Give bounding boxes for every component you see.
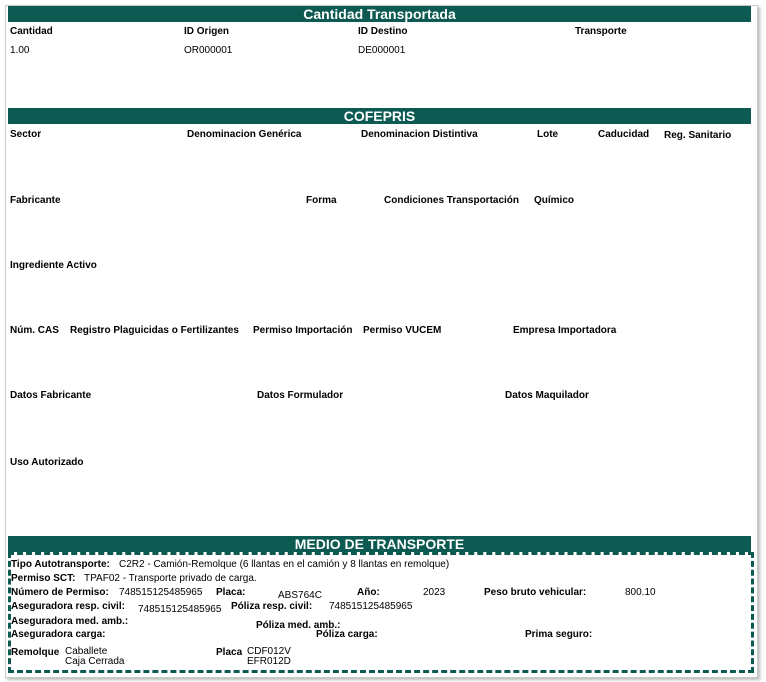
cofepris-reg-sanitario: Reg. Sanitario <box>664 130 732 141</box>
cofepris-lote: Lote <box>537 129 559 140</box>
value-cantidad: 1.00 <box>10 45 30 56</box>
poliza-civil-value: 748515125485965 <box>329 601 413 612</box>
section-title-cofepris: COFEPRIS <box>8 108 751 124</box>
cofepris-ingrediente-activo: Ingrediente Activo <box>10 260 97 271</box>
cofepris-forma: Forma <box>306 195 337 206</box>
anio-label: Año: <box>357 587 380 598</box>
cofepris-condiciones-transportacion: Condiciones Transportación <box>384 195 520 206</box>
peso-bruto-value: 800.10 <box>625 587 656 598</box>
cofepris-quimico: Químico <box>534 195 575 206</box>
aseguradora-med-amb-label: Aseguradora med. amb.: <box>11 616 129 627</box>
header-cantidad: Cantidad <box>10 26 53 37</box>
cofepris-permiso-vucem: Permiso VUCEM <box>363 325 442 336</box>
aseguradora-carga-label: Aseguradora carga: <box>11 629 106 640</box>
tipo-autotransporte-value: C2R2 - Camión-Remolque (6 llantas en el camión y 8 llantas en remolque) <box>119 559 450 570</box>
remolque-value-2: Caja Cerrada <box>65 656 125 667</box>
cofepris-denominacion-generica: Denominacion Genérica <box>187 129 302 140</box>
cofepris-datos-fabricante: Datos Fabricante <box>10 390 92 401</box>
cofepris-empresa-importadora: Empresa Importadora <box>513 325 617 336</box>
value-id-origen: OR000001 <box>184 45 233 56</box>
section-title-medio-transporte: MEDIO DE TRANSPORTE <box>8 536 751 552</box>
poliza-civil-label: Póliza resp. civil: <box>231 601 313 612</box>
permiso-sct-value: TPAF02 - Transporte privado de carga. <box>84 573 257 584</box>
header-id-destino: ID Destino <box>358 26 408 37</box>
cofepris-num-cas: Núm. CAS <box>10 325 59 336</box>
tipo-autotransporte-label: Tipo Autotransporte: <box>11 559 110 570</box>
section-title-cantidad: Cantidad Transportada <box>8 6 751 22</box>
placa-label: Placa: <box>216 587 246 598</box>
aseguradora-civil-label: Aseguradora resp. civil: <box>11 601 125 612</box>
value-id-destino: DE000001 <box>358 45 406 56</box>
cofepris-datos-formulador: Datos Formulador <box>257 390 344 401</box>
remolque-label: Remolque <box>11 647 60 658</box>
peso-bruto-label: Peso bruto vehicular: <box>484 587 587 598</box>
medio-transporte-box <box>8 552 754 673</box>
cofepris-fabricante: Fabricante <box>10 195 61 206</box>
placa-remolque-label: Placa <box>216 647 243 658</box>
poliza-carga-label: Póliza carga: <box>316 629 378 640</box>
cofepris-sector: Sector <box>10 129 42 140</box>
numero-permiso-label: Número de Permiso: <box>11 587 109 598</box>
placa-remolque-value-1: CDF012V <box>247 646 291 657</box>
remolque-value-1: Caballete <box>65 646 108 657</box>
numero-permiso-value: 748515125485965 <box>119 587 203 598</box>
header-transporte: Transporte <box>575 26 627 37</box>
anio-value: 2023 <box>423 587 446 598</box>
cofepris-caducidad: Caducidad <box>598 129 650 140</box>
header-id-origen: ID Origen <box>184 26 230 37</box>
cofepris-permiso-importacion: Permiso Importación <box>253 325 353 336</box>
placa-remolque-value-2: EFR012D <box>247 656 291 667</box>
cofepris-uso-autorizado: Uso Autorizado <box>10 457 84 468</box>
permiso-sct-label: Permiso SCT: <box>11 573 76 584</box>
cofepris-registro-plaguicidas: Registro Plaguicidas o Fertilizantes <box>70 325 239 336</box>
cofepris-denominacion-distintiva: Denominacion Distintiva <box>361 129 478 140</box>
placa-value: ABS764C <box>278 590 322 601</box>
prima-seguro-label: Prima seguro: <box>525 629 593 640</box>
aseguradora-civil-value: 748515125485965 <box>138 604 222 615</box>
cofepris-datos-maquilador: Datos Maquilador <box>505 390 589 401</box>
poliza-med-amb-label: Póliza med. amb.: <box>256 620 341 631</box>
